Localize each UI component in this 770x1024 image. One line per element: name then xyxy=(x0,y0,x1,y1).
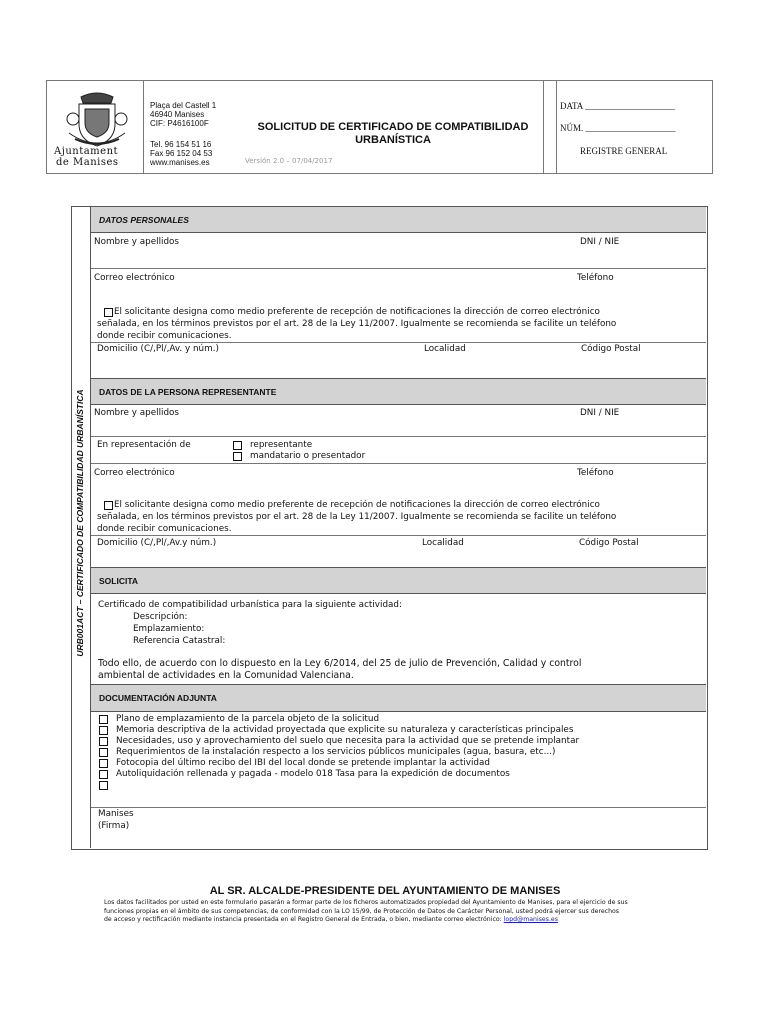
header-box xyxy=(46,80,713,174)
data-field[interactable]: DATA ____________________ xyxy=(560,101,676,111)
address-block xyxy=(150,101,216,128)
row-divider xyxy=(91,535,706,536)
document-checkbox[interactable] xyxy=(99,748,108,757)
document-checkbox[interactable] xyxy=(99,781,108,790)
logo-text: Ajuntament xyxy=(54,146,119,157)
website: www.manises.es xyxy=(150,158,210,167)
firma-place: Manises xyxy=(98,809,134,819)
document-item-label: Requerimientos de la instalación respecto a los servicios públicos municipales (agua, basura, etc...) xyxy=(116,747,556,757)
document-checkbox[interactable] xyxy=(99,737,108,746)
telefono-label: Teléfono xyxy=(577,273,614,283)
solicita-text: Certificado de compatibilidad urbanística para la siguiente actividad: xyxy=(98,600,402,610)
document-checkbox[interactable] xyxy=(99,770,108,779)
privacy-text: de acceso y rectificación mediante instancia presentada en el Registro General de Entrada, o bien, mediante correo electrónico: xyxy=(104,916,502,923)
document-item-label: Necesidades, uso y aprovechamiento del suelo que necesita para la actividad que se pretende implantar xyxy=(116,736,580,746)
referencia-label: Referencia Catastral: xyxy=(133,636,226,646)
firma-label: (Firma) xyxy=(98,821,130,831)
mandatario-checkbox[interactable] xyxy=(233,452,242,461)
document-checkbox[interactable] xyxy=(99,759,108,768)
representante-option: representante xyxy=(250,440,313,450)
header-divider xyxy=(543,81,544,173)
header-divider xyxy=(556,81,557,173)
notice-text: donde recibir comunicaciones. xyxy=(97,524,232,534)
nombre-label: Nombre y apellidos xyxy=(94,408,180,418)
sidebar-code: URB001ACT – CERTIFICADO DE COMPATIBILIDAD URBANÍSTICA xyxy=(75,389,85,657)
notice-text: señalada, en los términos previstos por el art. 28 de la Ley 11/2007. Igualmente se recomienda se facilite un teléfono xyxy=(97,512,617,522)
domicilio-label: Domicilio (C/,Pl/,Av.y núm.) xyxy=(97,538,217,548)
document-checkbox[interactable] xyxy=(99,726,108,735)
section-datos-personales: DATOS PERSONALES xyxy=(91,206,706,233)
notification-checkbox[interactable] xyxy=(104,501,113,510)
phone: Tel. 96 154 51 16 xyxy=(150,140,212,149)
registre-label: REGISTRE GENERAL xyxy=(580,146,668,156)
document-item-label: Plano de emplazamiento de la parcela objeto de la solicitud xyxy=(116,714,380,724)
notice-text: El solicitante designa como medio preferente de recepción de notificaciones la dirección de correo electrónico xyxy=(114,307,600,317)
document-item-label: Memoria descriptiva de la actividad proyectada que explicite su naturaleza y características principales xyxy=(116,725,574,735)
contact-block xyxy=(150,140,212,167)
correo-label: Correo electrónico xyxy=(94,468,175,478)
notice-text: señalada, en los términos previstos por el art. 28 de la Ley 11/2007. Igualmente se recomienda se facilite un teléfono xyxy=(97,319,617,329)
row-divider xyxy=(91,436,706,437)
correo-label: Correo electrónico xyxy=(94,273,175,283)
notice-text: donde recibir comunicaciones. xyxy=(97,331,232,341)
representante-checkbox[interactable] xyxy=(233,441,242,450)
legal-text: ambiental de actividades en la Comunidad Valenciana. xyxy=(98,670,354,681)
descripcion-label: Descripción: xyxy=(133,612,188,622)
privacy-line: funciones propias en el ámbito de sus competencias, de conformidad con la LO 15/99, de Protección de Datos de Carácter Personal, usted podrá ejercer sus derechos xyxy=(104,907,620,915)
nombre-label: Nombre y apellidos xyxy=(94,237,180,247)
cp-label: Código Postal xyxy=(579,538,639,548)
sidebar xyxy=(71,206,91,848)
localidad-label: Localidad xyxy=(424,344,466,354)
localidad-label: Localidad xyxy=(422,538,464,548)
document-checkbox[interactable] xyxy=(99,715,108,724)
document-item-label: Autoliquidación rellenada y pagada - modelo 018 Tasa para la expedición de documentos xyxy=(116,769,510,779)
document-item-label: Fotocopia del último recibo del IBI del local donde se pretende implantar la actividad xyxy=(116,758,490,768)
row-divider xyxy=(91,463,706,464)
notice-text: El solicitante designa como medio preferente de recepción de notificaciones la dirección de correo electrónico xyxy=(114,500,600,510)
privacy-note xyxy=(104,899,744,925)
legal-text: Todo ello, de acuerdo con lo dispuesto en la Ley 6/2014, del 25 de julio de Prevención, Calidad y control xyxy=(98,658,582,669)
row-divider xyxy=(91,268,706,269)
section-solicita: SOLICITA xyxy=(91,567,706,594)
num-field[interactable]: NÚM. ____________________ xyxy=(560,123,676,133)
address-line: 46940 Manises xyxy=(150,110,205,119)
notification-checkbox[interactable] xyxy=(104,308,113,317)
logo-text: de Manises xyxy=(56,157,119,168)
row-divider xyxy=(91,807,706,808)
version-label: Versión 2.0 – 07/04/2017 xyxy=(245,157,333,165)
row-divider xyxy=(91,342,706,343)
emplazamiento-label: Emplazamiento: xyxy=(133,624,205,634)
addressee-title: AL SR. ALCALDE-PRESIDENTE DEL AYUNTAMIENTO DE MANISES xyxy=(209,885,561,897)
section-documentacion: DOCUMENTACIÓN ADJUNTA xyxy=(91,684,706,712)
lopd-email-link[interactable]: lopd@manises.es xyxy=(503,916,558,923)
section-representante: DATOS DE LA PERSONA REPRESENTANTE xyxy=(91,378,706,405)
cif: CIF: P4616100F xyxy=(150,119,209,128)
municipal-logo xyxy=(51,89,143,173)
en-representacion-label: En representación de xyxy=(97,440,191,450)
address-line: Plaça del Castell 1 xyxy=(150,101,217,110)
dni-label: DNI / NIE xyxy=(580,408,620,418)
mandatario-option: mandatario o presentador xyxy=(250,451,366,461)
telefono-label: Teléfono xyxy=(577,468,614,478)
header-divider xyxy=(143,81,144,173)
privacy-line: Los datos facilitados por usted en este formulario pasarán a formar parte de los ficheros automatizados propiedad del Ayuntamiento de Manises, para el ejercicio de sus xyxy=(104,899,628,906)
domicilio-label: Domicilio (C/,Pl/,Av. y núm.) xyxy=(97,344,219,354)
dni-label: DNI / NIE xyxy=(580,237,620,247)
cp-label: Código Postal xyxy=(581,344,641,354)
form-title: SOLICITUD DE CERTIFICADO DE COMPATIBILIDAD URBANÍSTICA xyxy=(257,121,529,146)
privacy-line xyxy=(104,916,744,925)
fax: Fax 96 152 04 53 xyxy=(150,149,213,158)
